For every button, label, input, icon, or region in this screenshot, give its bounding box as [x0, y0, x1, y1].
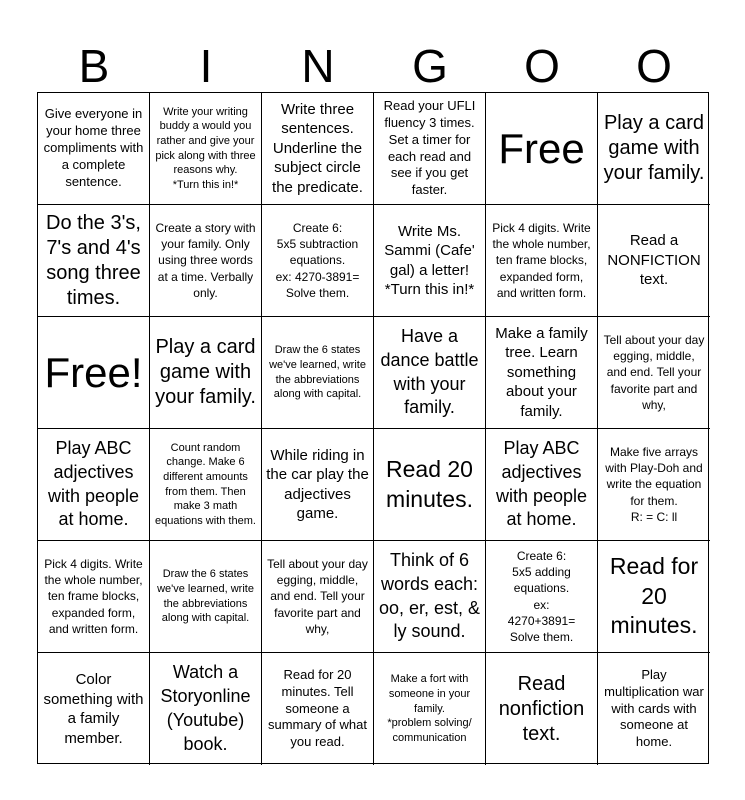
bingo-cell: Write Ms. Sammi (Cafe' gal) a letter! *Turn this in!*	[374, 205, 486, 317]
bingo-cell: Create 6: 5x5 subtraction equations. ex: 4270-3891= Solve them.	[262, 205, 374, 317]
bingo-board	[37, 92, 709, 764]
bingo-cell: Write three sentences. Underline the subject circle the predicate.	[262, 93, 374, 205]
bingo-cell: Watch a Storyonline (Youtube) book.	[150, 653, 262, 765]
bingo-cell: Write your writing buddy a would you rather and give your pick along with three reasons why. *Turn this in!*	[150, 93, 262, 205]
bingo-cell: Play multiplication war with cards with someone at home.	[604, 666, 704, 750]
bingo-cell: Pick 4 digits. Write the whole number, ten frame blocks, expanded form, and written form.	[486, 205, 598, 317]
bingo-cell: Play ABC adjectives with people at home.	[38, 429, 150, 541]
bingo-cell: Read your UFLI fluency 3 times. Set a timer for each read and see if you get faster.	[374, 93, 486, 205]
bingo-cell: Tell about your day egging, middle, and end. Tell your favorite part and why,	[598, 317, 710, 429]
bingo-cell: Play a card game with your family.	[598, 93, 710, 205]
bingo-cell: Draw the 6 states we've learned, write the abbreviations along with capital.	[262, 317, 374, 429]
bingo-cell: Tell about your day egging, middle, and end. Tell your favorite part and why,	[262, 541, 374, 653]
bingo-cell: Color something with a family member.	[38, 653, 150, 765]
bingo-cell: Read for 20 minutes. Tell someone a summary of what you read.	[262, 653, 374, 765]
bingo-cell: Play a card game with your family.	[150, 317, 262, 429]
bingo-cell: Read nonfiction text.	[486, 653, 598, 765]
header-letter: G	[412, 40, 448, 92]
bingo-cell: Read a NONFICTION text.	[598, 205, 710, 317]
bingo-cell: While riding in the car play the adjectives game.	[262, 429, 374, 541]
header-letter: O	[524, 40, 560, 92]
bingo-cell: Have a dance battle with your family.	[374, 317, 486, 429]
bingo-cell: Play ABC adjectives with people at home.	[486, 429, 598, 541]
free-space: Free!	[38, 317, 150, 429]
bingo-header	[38, 40, 710, 92]
bingo-cell: Think of 6 words each: oo, er, est, & ly sound.	[374, 541, 486, 653]
bingo-cell: Pick 4 digits. Write the whole number, ten frame blocks, expanded form, and written form.	[38, 541, 150, 653]
bingo-cell: Count random change. Make 6 different amounts from them. Then make 3 math equations with them.	[150, 429, 262, 541]
bingo-cell: Draw the 6 states we've learned, write the abbreviations along with capital.	[150, 541, 262, 653]
bingo-cell: Read 20 minutes.	[374, 429, 486, 541]
bingo-cell: Create a story with your family. Only using three words at a time. Verbally only.	[150, 205, 262, 317]
header-letter: B	[78, 40, 110, 92]
header-letter: O	[636, 40, 672, 92]
bingo-cell: Make a fort with someone in your family. *problem solving/ communication	[374, 653, 486, 765]
bingo-cell: Do the 3's, 7's and 4's song three times.	[38, 205, 150, 317]
header-letter: N	[301, 40, 335, 92]
bingo-cell: Make a family tree. Learn something about your family.	[486, 317, 598, 429]
bingo-cell: Read for 20 minutes.	[598, 541, 710, 653]
bingo-cell: Give everyone in your home three compliments with a complete sentence.	[38, 93, 150, 205]
header-letter: I	[199, 40, 213, 92]
bingo-cell: Make five arrays with Play-Doh and write the equation for them. R: = C: ll	[598, 429, 710, 541]
bingo-cell: Create 6: 5x5 adding equations. ex: 4270+3891= Solve them.	[486, 541, 598, 653]
free-space: Free	[486, 93, 598, 205]
